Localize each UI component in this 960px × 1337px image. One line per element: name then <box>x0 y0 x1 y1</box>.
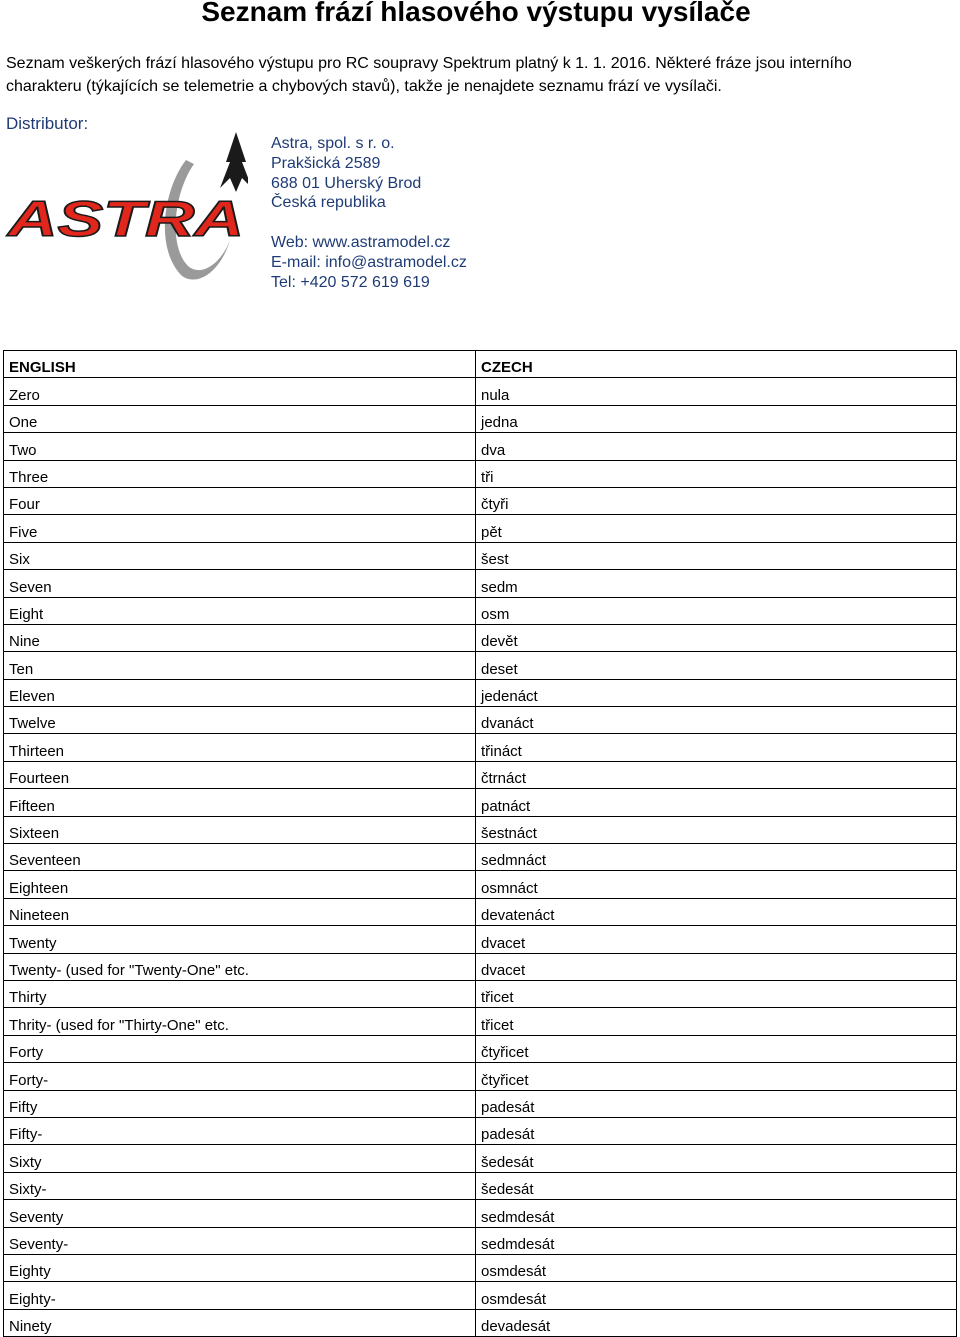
header-english: ENGLISH <box>4 351 476 378</box>
table-row <box>4 844 957 871</box>
english-phrase: Forty- <box>4 1063 476 1090</box>
table-row <box>4 734 957 761</box>
table-row <box>4 1035 957 1062</box>
english-phrase: Twelve <box>4 707 476 734</box>
english-phrase: Six <box>4 542 476 569</box>
distributor-label: Distributor: <box>6 114 89 133</box>
table-row <box>4 953 957 980</box>
czech-phrase: čtyři <box>476 487 957 514</box>
english-phrase: Eight <box>4 597 476 624</box>
table-row <box>4 433 957 460</box>
english-phrase: Eighteen <box>4 871 476 898</box>
english-phrase: Thrity- (used for "Thirty-One" etc. <box>4 1008 476 1035</box>
page-title: Seznam frází hlasového výstupu vysílače <box>201 0 751 27</box>
english-phrase: Ten <box>4 652 476 679</box>
table-row <box>4 515 957 542</box>
english-phrase: Nine <box>4 624 476 651</box>
table-row <box>4 652 957 679</box>
distributor-contact <box>271 134 467 292</box>
english-phrase: Twenty- (used for "Twenty-One" etc. <box>4 953 476 980</box>
table-row <box>4 624 957 651</box>
czech-phrase: padesát <box>476 1090 957 1117</box>
czech-phrase: čtyřicet <box>476 1063 957 1090</box>
czech-phrase: osm <box>476 597 957 624</box>
company-name: Astra, spol. s r. o. <box>271 135 395 152</box>
contact-spacer <box>271 213 467 233</box>
czech-phrase: padesát <box>476 1117 957 1144</box>
table-row <box>4 926 957 953</box>
table-row <box>4 980 957 1007</box>
intro-line-1: Seznam veškerých frází hlasového výstupu pro RC soupravy Spektrum platný k 1. 1. 2016. Některé fráze jsou interního <box>6 55 852 72</box>
table-header-row <box>4 351 957 378</box>
table-row <box>4 1227 957 1254</box>
table-row <box>4 1117 957 1144</box>
english-phrase: Zero <box>4 378 476 405</box>
table-row <box>4 1200 957 1227</box>
czech-phrase: devatenáct <box>476 898 957 925</box>
country: Česká republika <box>271 194 386 212</box>
table-row <box>4 597 957 624</box>
english-phrase: Eleven <box>4 679 476 706</box>
czech-phrase: osmdesát <box>476 1282 957 1309</box>
street-address: Prakšická 2589 <box>271 154 381 172</box>
english-phrase: Ninety <box>4 1309 476 1336</box>
czech-phrase: šestnáct <box>476 816 957 843</box>
english-phrase: Forty <box>4 1035 476 1062</box>
table-row <box>4 1172 957 1199</box>
intro-paragraph <box>6 52 946 98</box>
czech-phrase: sedmnáct <box>476 844 957 871</box>
english-phrase: One <box>4 405 476 432</box>
czech-phrase: třicet <box>476 1008 957 1035</box>
czech-phrase: dva <box>476 433 957 460</box>
czech-phrase: devět <box>476 624 957 651</box>
table-row <box>4 1309 957 1336</box>
english-phrase: Three <box>4 460 476 487</box>
english-phrase: Fifty <box>4 1090 476 1117</box>
czech-phrase: sedm <box>476 570 957 597</box>
czech-phrase: šedesát <box>476 1172 957 1199</box>
english-phrase: Eighty <box>4 1254 476 1281</box>
table-row <box>4 378 957 405</box>
english-phrase: Sixteen <box>4 816 476 843</box>
table-row <box>4 405 957 432</box>
english-phrase: Seventy- <box>4 1227 476 1254</box>
czech-phrase: sedmdesát <box>476 1200 957 1227</box>
czech-phrase: osmdesát <box>476 1254 957 1281</box>
table-row <box>4 460 957 487</box>
english-phrase: Seven <box>4 570 476 597</box>
english-phrase: Seventeen <box>4 844 476 871</box>
table-row <box>4 1282 957 1309</box>
english-phrase: Sixty <box>4 1145 476 1172</box>
english-phrase: Twenty <box>4 926 476 953</box>
table-row <box>4 1145 957 1172</box>
english-phrase: Thirty <box>4 980 476 1007</box>
table-row <box>4 761 957 788</box>
czech-phrase: pět <box>476 515 957 542</box>
phrase-table <box>3 350 957 1337</box>
czech-phrase: deset <box>476 652 957 679</box>
czech-phrase: devadesát <box>476 1309 957 1336</box>
czech-phrase: třicet <box>476 980 957 1007</box>
czech-phrase: osmnáct <box>476 871 957 898</box>
czech-phrase: patnáct <box>476 789 957 816</box>
english-phrase: Four <box>4 487 476 514</box>
table-row <box>4 1090 957 1117</box>
czech-phrase: dvacet <box>476 953 957 980</box>
english-phrase: Five <box>4 515 476 542</box>
english-phrase: Two <box>4 433 476 460</box>
english-phrase: Seventy <box>4 1200 476 1227</box>
table-row <box>4 1063 957 1090</box>
table-row <box>4 679 957 706</box>
astra-logo <box>4 128 248 284</box>
table-row <box>4 707 957 734</box>
czech-phrase: čtyřicet <box>476 1035 957 1062</box>
web-link[interactable]: Web: www.astramodel.cz <box>271 233 451 251</box>
intro-line-2: charakteru (týkajících se telemetrie a chybových stavů), takže je nenajdete seznamu frází ve vysílači. <box>6 78 722 95</box>
czech-phrase: šest <box>476 542 957 569</box>
table-row <box>4 898 957 925</box>
phone-number: Tel: +420 572 619 619 <box>271 273 430 291</box>
table-row <box>4 871 957 898</box>
czech-phrase: jedenáct <box>476 679 957 706</box>
logo-wordmark: ASTRA <box>5 191 245 247</box>
czech-phrase: dvacet <box>476 926 957 953</box>
table-row <box>4 487 957 514</box>
english-phrase: Fifteen <box>4 789 476 816</box>
czech-phrase: jedna <box>476 405 957 432</box>
english-phrase: Fifty- <box>4 1117 476 1144</box>
czech-phrase: čtrnáct <box>476 761 957 788</box>
czech-phrase: tři <box>476 460 957 487</box>
header-czech: CZECH <box>476 351 957 378</box>
czech-phrase: třináct <box>476 734 957 761</box>
english-phrase: Sixty- <box>4 1172 476 1199</box>
city-address: 688 01 Uherský Brod <box>271 174 422 192</box>
logo-rocket <box>220 132 248 192</box>
table-row <box>4 1254 957 1281</box>
english-phrase: Thirteen <box>4 734 476 761</box>
english-phrase: Eighty- <box>4 1282 476 1309</box>
english-phrase: Fourteen <box>4 761 476 788</box>
table-row <box>4 542 957 569</box>
table-row <box>4 570 957 597</box>
english-phrase: Nineteen <box>4 898 476 925</box>
table-row <box>4 1008 957 1035</box>
czech-phrase: šedesát <box>476 1145 957 1172</box>
czech-phrase: sedmdesát <box>476 1227 957 1254</box>
czech-phrase: nula <box>476 378 957 405</box>
email-link[interactable]: E-mail: info@astramodel.cz <box>271 253 467 271</box>
table-row <box>4 816 957 843</box>
czech-phrase: dvanáct <box>476 707 957 734</box>
table-row <box>4 789 957 816</box>
